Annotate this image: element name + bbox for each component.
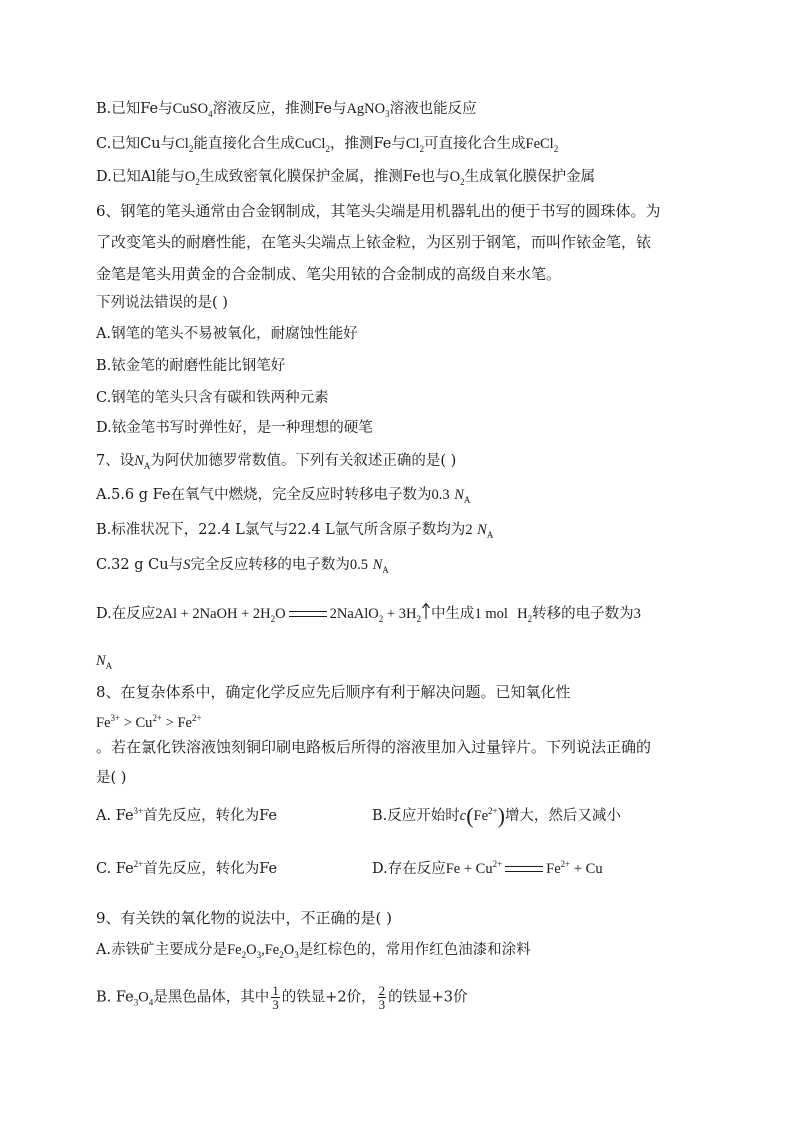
q5-option-c: C.已知Cu与$Cl_2$能直接化合生成CuCl$_2$，推测Fe与$Cl_2$可直接化合生成FeCl$_2$	[96, 136, 559, 154]
q8-option-a: A. $Fe^{3+}$首先反应，转化为Fe	[96, 806, 277, 824]
q8-oxidizing-order: $Fe^{3+} > Cu^{2+} > Fe^{2+}$	[96, 713, 202, 731]
q7-stem: 7、设$N_A$为阿伏加德罗常数值。下列有关叙述正确的是( )	[96, 453, 457, 471]
q6-option-b: B.铱金笔的耐磨性能比钢笔好	[96, 358, 286, 374]
equals-sign	[289, 611, 327, 617]
q7-option-b: B.标准状况下，22.4 L氯气与22.4 L氩气所含原子数均为2 $N_A$	[96, 522, 494, 540]
q9-option-b: B. $Fe_3O_4$是黑色晶体，其中 $\frac{1}{3}$ 的铁显+2价， $\frac{2}{3}$ 的铁显+3价	[96, 983, 468, 1012]
q8-stem-line-1: 8、在复杂体系中，确定化学反应先后顺序有利于解决问题。已知氧化性	[96, 683, 571, 701]
q8-option-b: B.反应开始时$c(Fe^{2+})$增大，然后又减小	[372, 803, 621, 828]
fraction-two-thirds: $\frac{2}{3}$	[378, 983, 386, 1012]
gas-arrow-icon	[421, 602, 431, 620]
q8-stem-line-3: 是( )	[96, 770, 127, 786]
q6-stem-line-1: 6、钢笔的笔头通常由合金钢制成，其笔头尖端是用机器轧出的便于书写的圆珠体。为	[96, 202, 661, 220]
q6-stem-line-2: 了改变笔头的耐磨性能，在笔头尖端点上铱金粒，为区别于钢笔，而叫作铱金笔，铱	[96, 233, 652, 251]
q6-question: 下列说法错误的是( )	[96, 295, 228, 311]
equals-sign	[505, 866, 543, 872]
q9-option-a: A.赤铁矿主要成分是$Fe_2O_3,Fe_2O_3$是红棕色的，常用作红色油漆和涂料	[96, 942, 531, 960]
q7-option-a: A.5.6 g Fe在氧气中燃烧，完全反应时转移电子数为0.3 $N_A$	[96, 487, 471, 505]
q5-option-b: B.已知Fe与CuSO$_4$溶液反应，推测Fe与AgNO$_3$溶液也能反应	[96, 101, 477, 119]
q8-option-c: C. $Fe^{2+}$首先反应，转化为Fe	[96, 859, 278, 877]
q9-stem: 9、有关铁的氧化物的说法中，不正确的是( )	[96, 909, 393, 927]
q6-option-a: A.钢笔的笔头不易被氧化，耐腐蚀性能好	[96, 326, 358, 342]
q5-option-d: D.已知Al能与$O_2$生成致密氧化膜保护金属，推测Fe也与$O_2$生成氧化膜保护金属	[96, 169, 596, 187]
q6-option-c: C.钢笔的笔头只含有碳和铁两种元素	[96, 390, 329, 406]
q7-option-d: D.在反应2Al + 2NaOH + $2H_2O$ 2NaAlO$_2$ + $3H_2$ 中生成1 mol $H_2$转移的电子数为3	[96, 602, 641, 624]
q8-option-d: D.存在反应$Fe + Cu^{2+}$ $Fe^{2+} + Cu$	[372, 859, 603, 877]
q7-option-d-continued: $N_A$	[96, 653, 113, 671]
q7-option-c: C.32 g Cu与S完全反应转移的电子数为0.5 $N_A$	[96, 557, 389, 575]
q6-stem-line-3: 金笔是笔头用黄金的合金制成、笔尖用铱的合金制成的高级自来水笔。	[96, 265, 562, 283]
q6-option-d: D.铱金笔书写时弹性好，是一种理想的硬笔	[96, 420, 373, 436]
fraction-one-third: $\frac{1}{3}$	[272, 983, 279, 1012]
q8-stem-line-2: 。若在氯化铁溶液蚀刻铜印刷电路板后所得的溶液里加入过量锌片。下列说法正确的	[96, 738, 652, 756]
